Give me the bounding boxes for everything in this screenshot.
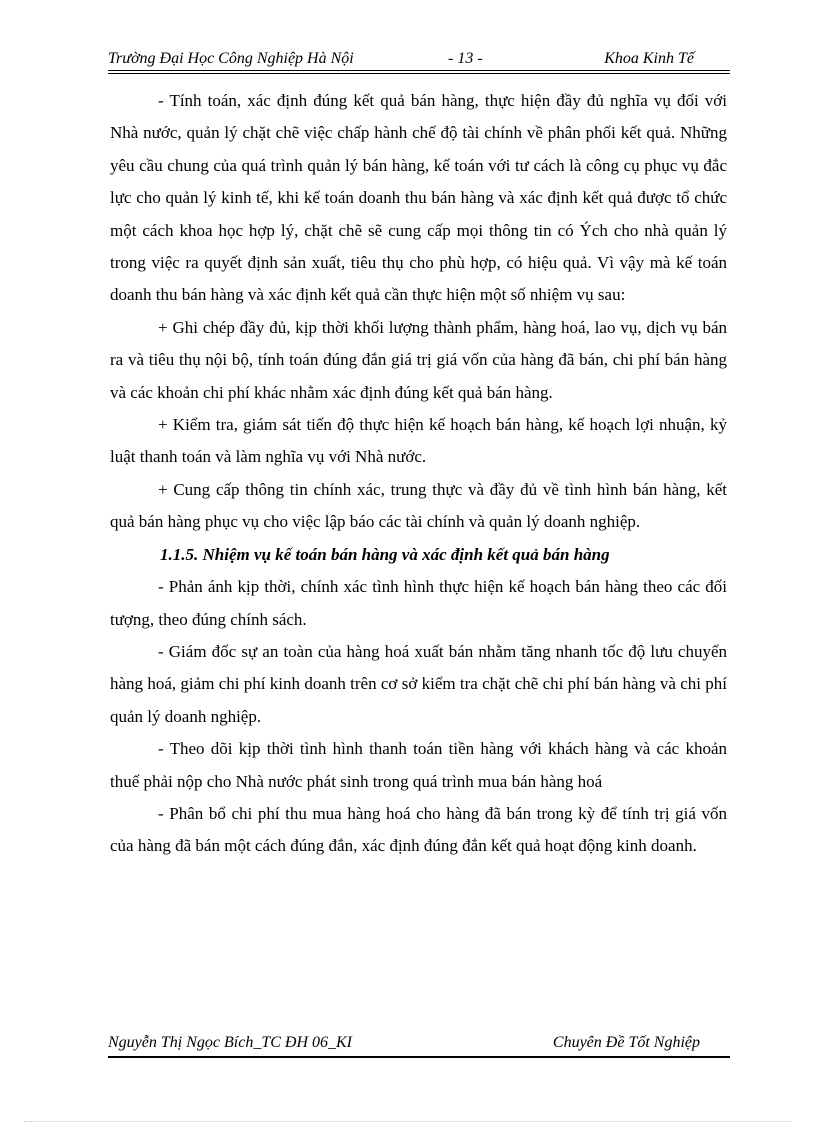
document-body xyxy=(110,85,727,863)
page-number: - 13 - xyxy=(448,50,483,67)
paragraph-8: - Phân bổ chi phí thu mua hàng hoá cho hàng đã bán trong kỳ để tính trị giá vốn của hàng đã bán một cách đúng đắn, xác định đúng đắn kết quả hoạt động kinh doanh. xyxy=(110,803,727,856)
footer-title: Chuyên Đề Tốt Nghiệp xyxy=(552,1034,700,1051)
section-heading: 1.1.5. Nhiệm vụ kế toán bán hàng và xác định kết quả bán hàng xyxy=(160,544,610,564)
page-header xyxy=(108,48,728,72)
paragraph-3: + Kiểm tra, giám sát tiến độ thực hiện kế hoạch bán hàng, kế hoạch lợi nhuận, kỷ luật thanh toán và làm nghĩa vụ với Nhà nước. xyxy=(110,415,727,467)
header-rule-thin xyxy=(108,70,730,71)
paragraph-5: - Phản ánh kịp thời, chính xác tình hình thực hiện kế hoạch bán hàng theo các đối tượng, theo đúng chính sách. xyxy=(110,577,727,629)
footer-rule xyxy=(108,1056,730,1058)
page-edge-dotted-line xyxy=(24,1121,792,1122)
footer-author: Nguyễn Thị Ngọc Bích_TC ĐH 06_KI xyxy=(108,1034,352,1051)
header-faculty: Khoa Kinh Tế xyxy=(604,50,694,67)
paragraph-7: - Theo dõi kịp thời tình hình thanh toán tiền hàng với khách hàng và các khoản thuế phải nộp cho Nhà nước phát sinh trong quá trình mua bán hàng hoá xyxy=(110,739,727,791)
paragraph-2: + Ghi chép đầy đủ, kịp thời khối lượng thành phẩm, hàng hoá, lao vụ, dịch vụ bán ra và tiêu thụ nội bộ, tính toán đúng đắn giá trị giá vốn của hàng đã bán, chi phí bán hàng và các khoản chi phí khác nhằm xác định đúng kết quả bán hàng. xyxy=(110,317,727,402)
paragraph-4: + Cung cấp thông tin chính xác, trung thực và đầy đủ về tình hình bán hàng, kết quả bán hàng phục vụ cho việc lập báo các tài chính và quản lý doanh nghiệp. xyxy=(110,479,727,532)
header-school-name: Trường Đại Học Công Nghiệp Hà Nội xyxy=(108,50,354,67)
paragraph-6: - Giám đốc sự an toàn của hàng hoá xuất bán nhằm tăng nhanh tốc độ lưu chuyển hàng hoá, giảm chi phí kinh doanh trên cơ sở kiểm tra chặt chẽ chi phí bán hàng và chi phí quản lý doanh nghiệp. xyxy=(110,641,727,726)
header-rule xyxy=(108,73,730,74)
paragraph-1: - Tính toán, xác định đúng kết quả bán hàng, thực hiện đầy đủ nghĩa vụ đối với Nhà nước, quản lý chặt chẽ việc chấp hành chế độ tài chính về phân phối kết quả. Những yêu cầu chung của quá trình quản lý bán hàng, kế toán với tư cách là công cụ phục vụ đắc lực cho quản lý kinh tế, khi kế toán doanh thu bán hàng và xác định kết quả được tổ chức một cách khoa học hợp lý, chặt chẽ sẽ cung cấp mọi thông tin có Ých cho nhà quản lý trong việc ra quyết định sản xuất, tiêu thụ cho phù hợp, có hiệu quả. Vì vậy mà kế toán doanh thu bán hàng và xác định kết quả cần thực hiện một số nhiệm vụ sau: xyxy=(110,91,727,305)
page-footer xyxy=(108,1032,728,1056)
